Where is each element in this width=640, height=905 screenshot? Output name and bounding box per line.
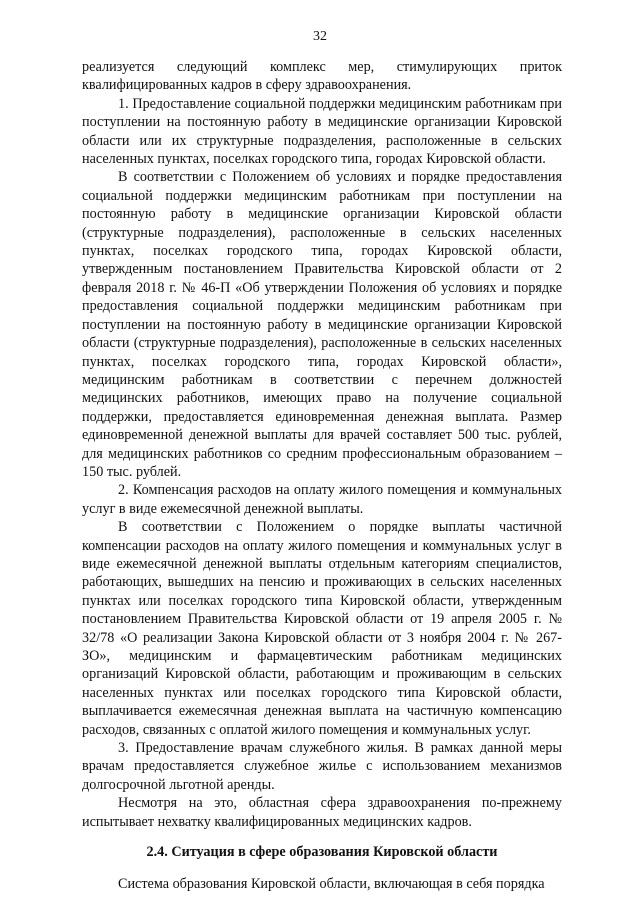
paragraph: Система образования Кировской области, включающая в себя порядка [118,876,545,893]
page-number: 32 [313,29,327,44]
paragraph: 1. Предоставление социальной поддержки медицинским работникам при поступлении на постоянную работу в медицинские организации Кировской области или их структурные подразделения, расположенные в сельских населенных пунктах, поселках городского типа, городах Кировской области. [82,95,562,168]
paragraph: 3. Предоставление врачам служебного жилья. В рамках данной меры врачам предоставляется служебное жилье с использованием механизмов долгосрочной льготной аренды. [82,740,562,793]
paragraph: Несмотря на это, областная сфера здравоохранения по-прежнему испытывает нехватку квалифицированных медицинских кадров. [82,795,562,830]
paragraph: 2. Компенсация расходов на оплату жилого помещения и коммунальных услуг в виде ежемесячной денежной выплаты. [82,482,562,517]
section-heading: 2.4. Ситуация в сфере образования Кировской области [146,844,498,861]
paragraph: реализуется следующий комплекс мер, стимулирующих приток квалифицированных кадров в сферу здравоохранения. [82,59,562,94]
paragraph: В соответствии с Положением о порядке выплаты частичной компенсации расходов на оплату жилого помещения и коммунальных услуг в виде ежемесячной денежной выплаты отдельным категориям специалистов, работающих, вышедших на пенсию и проживающих в сельских населенных пунктах или поселках городского типа Кировской области, утвержденным постановлением Правительства Кировской области от 19 апреля 2005 г. № 32/78 «О реализации Закона Кировской области от 3 ноября 2004 г. № 267-ЗО», медицинским и фармацевтическим работникам медицинских организаций Кировской области, работающим и проживающим в сельских населенных пунктах или поселках городского типа Кировской области, выплачивается ежемесячная денежная выплата на частичную компенсацию расходов, связанных с оплатой жилого помещения и коммунальных услуг. [82,519,562,738]
document-body [82,58,562,894]
paragraph: В соответствии с Положением об условиях и порядке предоставления социальной поддержки медицинским работникам при поступлении на постоянную работу в медицинские организации Кировской области (структурные подразделения), расположенные в сельских населенных пунктах, поселках городского типа, городах Кировской области, утвержденным постановлением Правительства Кировской области от 2 февраля 2018 г. № 46-П «Об утверждении Положения об условиях и порядке предоставления социальной поддержки медицинским работникам при поступлении на постоянную работу в медицинские организации Кировской области (структурные подразделения), расположенные в сельских населенных пунктах, поселках городского типа, городах Кировской области», медицинским работникам в соответствии с перечнем должностей медицинских работников, имеющих право на получение социальной поддержки, предоставляется единовременная денежная выплата. Размер единовременной денежной выплаты для врачей составляет 500 тыс. рублей, для медицинских работников со средним профессиональным образованием – 150 тыс. рублей. [82,169,562,480]
